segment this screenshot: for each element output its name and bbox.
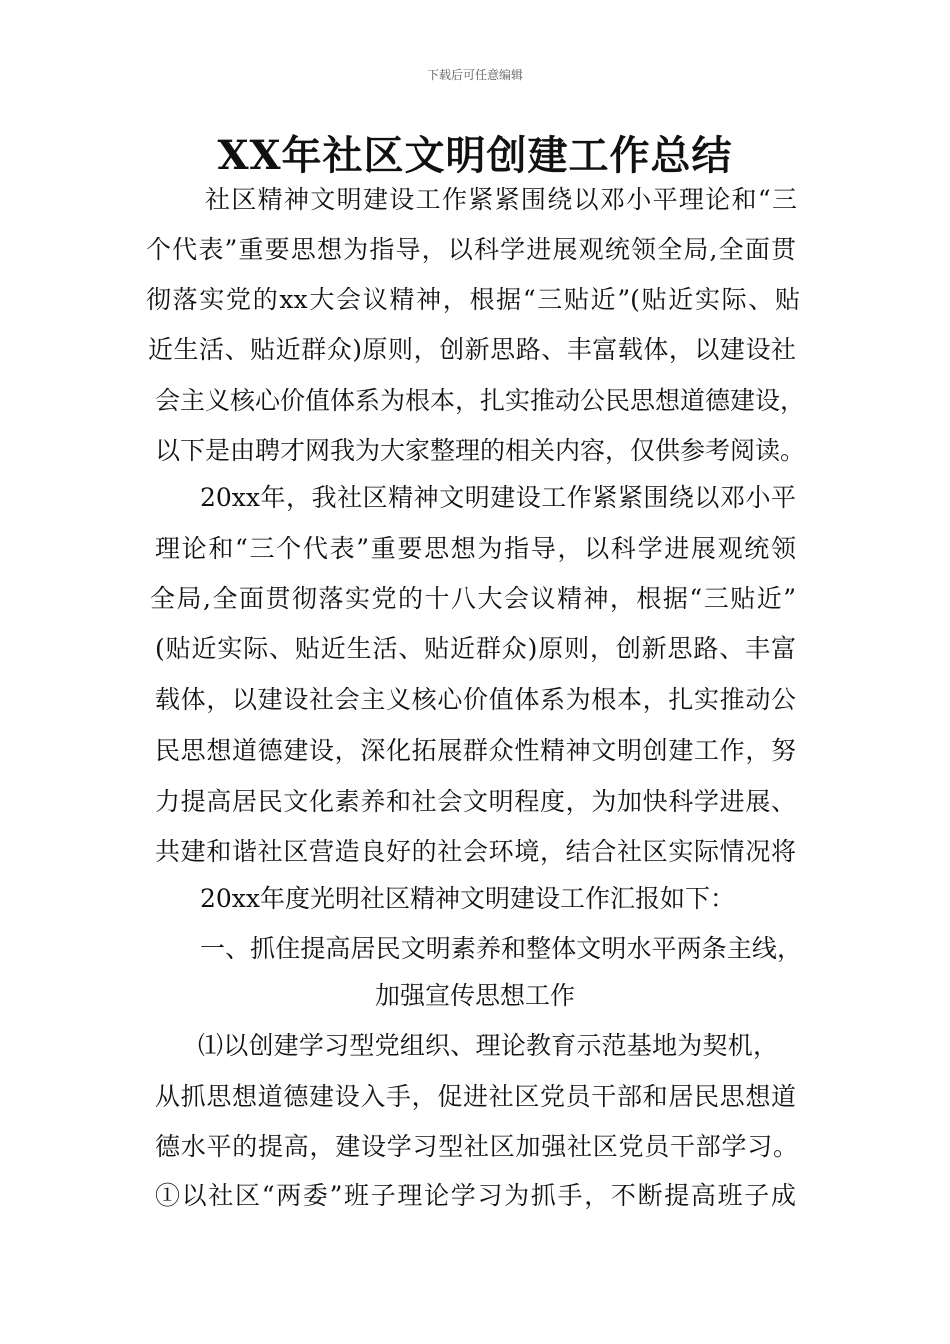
text-line: 个代表”重要思想为指导，以科学进展观统领全局,全面贯 bbox=[146, 235, 796, 264]
text-line: 社区精神文明建设工作紧紧围绕以邓小平理论和“三 bbox=[205, 185, 797, 214]
text-line: 德水平的提高，建设学习型社区加强社区党员干部学习。 bbox=[155, 1132, 798, 1161]
text-line: 会主义核心价值体系为根本，扎实推动公民思想道德建设， bbox=[155, 386, 806, 415]
text-line: 载体，以建设社会主义核心价值体系为根本，扎实推动公 bbox=[155, 685, 796, 714]
document-title: XX年社区文明创建工作总结 bbox=[217, 132, 733, 179]
text-line: 从抓思想道德建设入手，促进社区党员干部和居民思想道 bbox=[155, 1082, 796, 1111]
heading-line: 一、抓住提高居民文明素养和整体文明水平两条主线， bbox=[200, 934, 802, 963]
text-line: 共建和谐社区营造良好的社会环境，结合社区实际情况将 bbox=[155, 837, 796, 866]
page-header-note: 下载后可任意编辑 bbox=[426, 68, 523, 82]
text-line: (贴近实际、贴近生活、贴近群众)原则，创新思路、丰富 bbox=[155, 634, 796, 663]
text-line: ①以社区“两委”班子理论学习为抓手，不断提高班子成 bbox=[155, 1181, 796, 1210]
text-line: 近生活、贴近群众)原则，创新思路、丰富载体，以建设社 bbox=[148, 335, 796, 364]
text-line: 以下是由聘才网我为大家整理的相关内容，仅供参考阅读。 bbox=[155, 436, 806, 465]
text-line: 力提高居民文化素养和社会文明程度，为加快科学进展、 bbox=[155, 787, 796, 816]
text-line: 理论和“三个代表”重要思想为指导，以科学进展观统领 bbox=[155, 534, 796, 563]
text-line: ⑴以创建学习型党组织、理论教育示范基地为契机， bbox=[198, 1031, 778, 1060]
text-line: 全局,全面贯彻落实党的十八大会议精神，根据“三贴近” bbox=[150, 584, 796, 613]
text-line: 彻落实党的xx大会议精神，根据“三贴近”(贴近实际、贴 bbox=[146, 285, 800, 314]
heading-line: 加强宣传思想工作 bbox=[374, 981, 575, 1010]
text-line: 民思想道德建设，深化拓展群众性精神文明创建工作，努 bbox=[155, 736, 796, 765]
text-line: 20xx年，我社区精神文明建设工作紧紧围绕以邓小平 bbox=[200, 483, 796, 512]
text-line: 20xx年度光明社区精神文明建设工作汇报如下： bbox=[200, 884, 736, 913]
